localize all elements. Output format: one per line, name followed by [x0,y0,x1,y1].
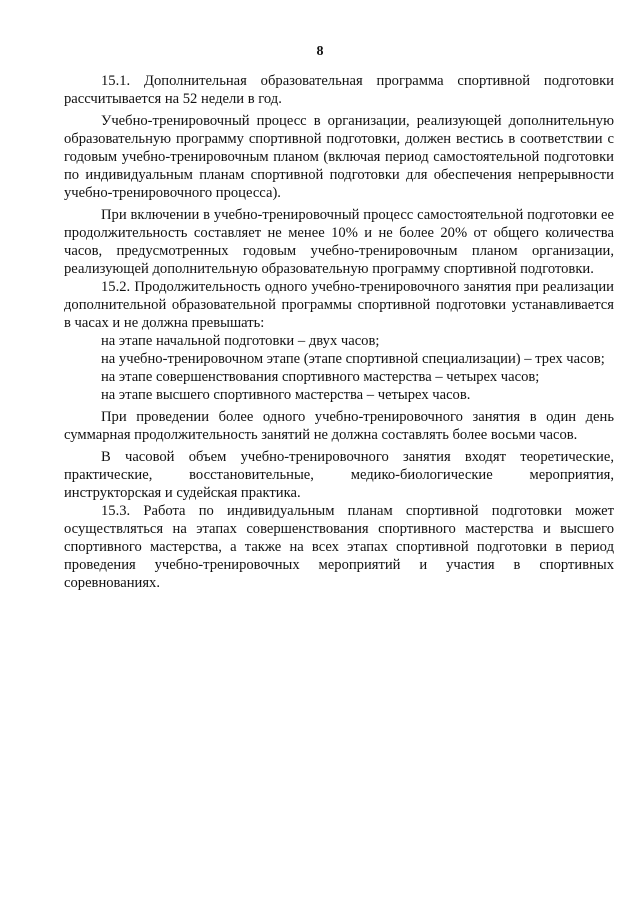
document-body [64,72,614,592]
list-item-initial-stage: на этапе начальной подготовки – двух часов; [101,333,380,349]
list-item-training-stage: на учебно-тренировочном этапе (этапе спортивной специализации) – трех часов; [101,351,605,367]
paragraph-15-3: 15.3. Работа по индивидуальным планам спортивной подготовки может осуществляться на этапах совершенствования спортивного мастерства и высшего спортивного мастерства, а также на всех этапах спортивной подготовки в период проведения учебно-тренировочных мероприятий и участия в спортивных соревнованиях. [64,503,614,591]
paragraph-training-process: Учебно-тренировочный процесс в организации, реализующей дополнительную образовательную программу спортивной подготовки, должен вестись в соответствии с годовым учебно-тренировочным планом (включая период самостоятельной подготовки по индивидуальным планам спортивной подготовки для обеспечения непрерывности учебно-тренировочного процесса). [64,113,614,201]
paragraph-session-content: В часовой объем учебно-тренировочного занятия входят теоретические, практические, восстановительные, медико-биологические мероприятия, инструкторская и судейская практика. [64,449,614,501]
paragraph-15-2: 15.2. Продолжительность одного учебно-тренировочного занятия при реализации дополнительной образовательной программы спортивной подготовки устанавливается в часах и не должна превышать: [64,279,614,331]
paragraph-self-training: При включении в учебно-тренировочный процесс самостоятельной подготовки ее продолжительность составляет не менее 10% и не более 20% от общего количества часов, предусмотренных годовым учебно-тренировочным планом организации, реализующей дополнительную образовательную программу спортивной подготовки. [64,207,614,277]
list-item-higher-stage: на этапе высшего спортивного мастерства – четырех часов. [101,387,471,403]
paragraph-15-1: 15.1. Дополнительная образовательная программа спортивной подготовки рассчитывается на 52 недели в год. [64,73,614,107]
paragraph-multiple-sessions: При проведении более одного учебно-тренировочного занятия в один день суммарная продолжительность занятий не должна составлять более восьми часов. [64,409,614,443]
page-number: 8 [316,44,324,59]
list-item-improvement-stage: на этапе совершенствования спортивного мастерства – четырех часов; [101,369,540,385]
